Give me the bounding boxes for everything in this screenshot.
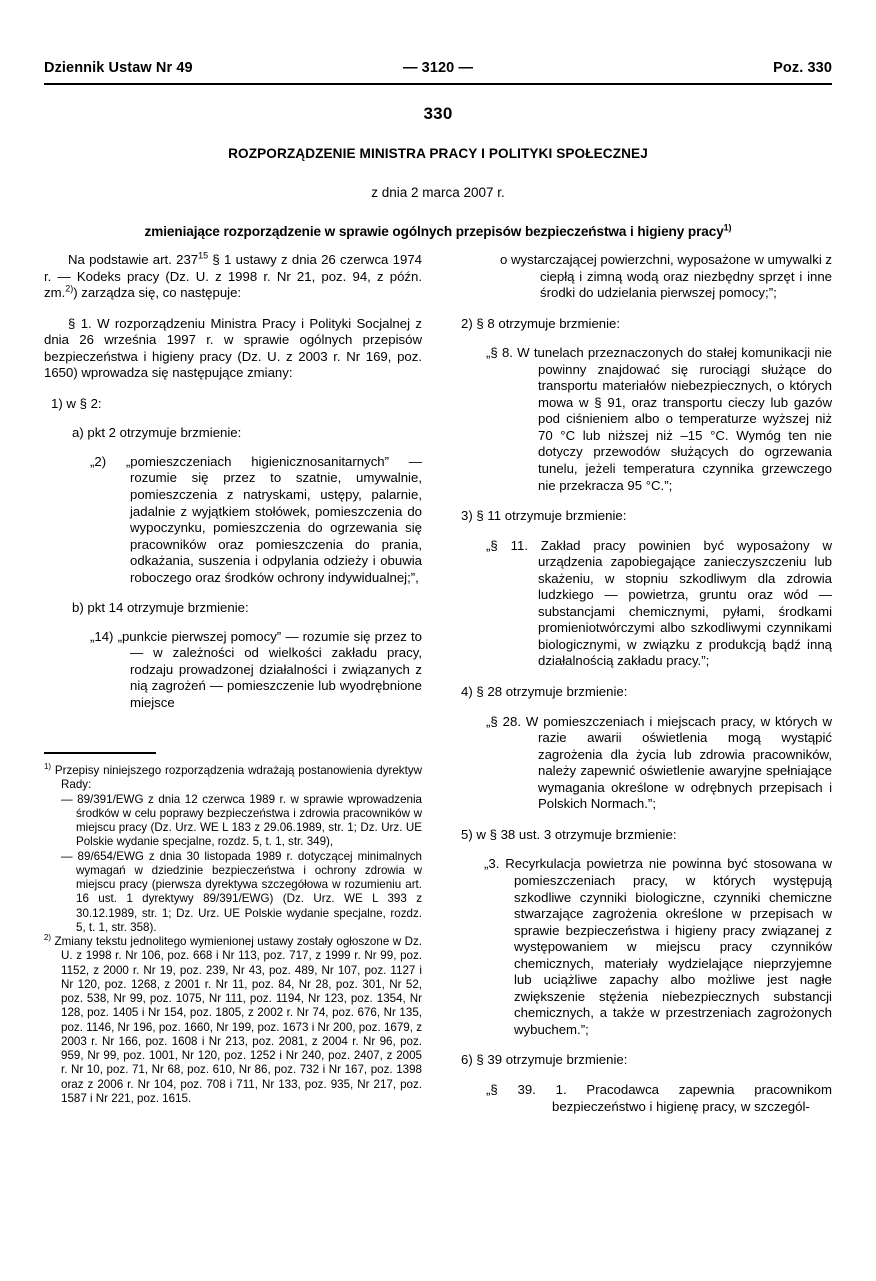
footnote-1-intro: Przepisy niniejszego rozporządzenia wdrażają postanowienia dyrektyw Rady: xyxy=(54,764,422,792)
list-item-3: 3) § 11 otrzymuje brzmienie: xyxy=(461,508,627,524)
footnote-1-directive-89-654: — 89/654/EWG z dnia 30 listopada 1989 r. dotyczącej minimalnych wymagań w dziedzinie bezpieczeństwa i ochrony zdrowia w miejscu pracy (pierwsza dyrektywa szczegółowa w rozumieniu art. 16 ust. 1 dyrektywy 89/391/EWG) (Dz. Urz. WE L 393 z 30.12.1989, str. 1; Dz. Urz. UE Polskie wydanie specjalne, rozdz. 5, t. 1, str. 358). xyxy=(61,849,422,934)
running-head xyxy=(44,60,832,76)
quote-section-11: „§ 11. Zakład pracy powinien być wyposażony w urządzenia zapobiegające zanieczyszczeniu lub skażeniu, w stopniu szkodliwym dla zdrowia ludzkiego — powietrza, gruntu oraz wód — substancjami chemicznymi, pyłami, środkami promieniotwórczymi albo szkodliwymi czynnikami biologicznymi, w związku z produkcją bądź inną działalnością zakładu pracy.”; xyxy=(486,537,832,669)
page-number-center: — 3120 — xyxy=(402,60,474,76)
document-type-heading: ROZPORZĄDZENIE MINISTRA PRACY I POLITYKI SPOŁECZNEJ xyxy=(228,146,648,161)
preamble-part-c: ) zarządza się, co następuje: xyxy=(73,285,242,301)
title-block xyxy=(44,104,832,239)
footnote-2 xyxy=(44,935,422,1106)
subject-footnote-marker: 1) xyxy=(723,222,732,233)
running-head-right: Poz. 330 xyxy=(773,60,832,76)
document-subject xyxy=(44,224,832,239)
footnote-block xyxy=(44,764,422,1106)
list-item-1b: b) pkt 14 otrzymuje brzmienie: xyxy=(72,600,249,616)
footnote-1-marker: 1) xyxy=(44,762,52,772)
position-number: 330 xyxy=(423,104,453,123)
document-subject-text: zmieniające rozporządzenie w sprawie ogólnych przepisów bezpieczeństwa i higieny pracy xyxy=(144,224,724,239)
preamble-part-a: Na podstawie art. 237 xyxy=(68,252,199,267)
list-item-4: 4) § 28 otrzymuje brzmienie: xyxy=(461,684,628,700)
body-column-left xyxy=(44,252,422,726)
preamble-legal-basis xyxy=(44,252,422,302)
quote-pkt-2: „2) „pomieszczeniach higienicznosanitarnych” — rozumie się przez to szatnie, umywalnie, pomieszczenia z natryskami, ustępy, palarnie, jadalnie z wyjątkiem stołówek, pomieszczenia do wypoczynku, pomieszczenia do ogrzewania się pracowników oraz pomieszczenia do prania, odkażania, suszenia i odpylania odzieży i obuwia roboczego oraz środków ochrony indywidualnej;”, xyxy=(90,453,422,585)
quote-section-38-ust-3: „3. Recyrkulacja powietrza nie powinna być stosowana w pomieszczeniach pracy, w których występują szkodliwe czynniki biologiczne, czynniki chemiczne stwarzające zagrożenia określone w przepisach w sprawie bezpieczeństwa i higieny pracy związanej z występowaniem w miejscu pracy czynników chemicznych, materiały wydzielające nieprzyjemne lub uciążliwe zapachy albo możliwe jest nagłe zwiększenie stężenia niebezpiecznych substancji chemicznych, a także w przestrzeniach zagrożonych wybuchem.”; xyxy=(484,856,832,1037)
footnote-divider xyxy=(44,752,156,754)
quote-section-39: „§ 39. 1. Pracodawca zapewnia pracownikom bezpieczeństwo i higienę pracy, w szczegól- xyxy=(486,1081,832,1114)
body-column-right xyxy=(454,252,832,1129)
list-item-1: 1) w § 2: xyxy=(51,395,102,411)
running-head-left: Dziennik Ustaw Nr 49 xyxy=(44,60,193,76)
document-date: z dnia 2 marca 2007 r. xyxy=(371,185,505,200)
list-item-1a: a) pkt 2 otrzymuje brzmienie: xyxy=(72,425,242,441)
quote-section-8: „§ 8. W tunelach przeznaczonych do stałej komunikacji nie powinny znajdować się rurociągi służące do transportu materiałów niebezpiecznych, o których mowa w § 91, oraz transportu cieczy lub gazów pod ciśnieniem albo o temperaturze wyższej niż 70 °C lub niższej niż –15 °C. Wymóg ten nie dotyczy przewodów służących do ogrzewania tunelu, jeżeli temperatura czynnika grzewczego nie przekracza 95 °C.”; xyxy=(486,345,832,493)
quote-section-28: „§ 28. W pomieszczeniach i miejscach pracy, w których w razie awarii oświetlenia mogą wystąpić zagrożenia dla życia lub zdrowia pracowników, należy zapewnić oświetlenie awaryjne spełniające wymagania określone w odrębnych przepisach i Polskich Normach.”; xyxy=(486,713,832,812)
footnote-1-directive-89-391: — 89/391/EWG z dnia 12 czerwca 1989 r. w sprawie wprowadzenia środków w celu poprawy bezpieczeństwa i zdrowia pracowników w miejscu pracy (Dz. Urz. WE L 183 z 29.06.1989, str. 1; Dz. Urz. UE Polskie wydanie specjalne, rozdz. 5, t. 1, str. 349), xyxy=(61,792,422,849)
preamble-part-b: § 1 ustawy z dnia 26 czerwca 1974 r. — Kodeks pracy (Dz. U. z 1998 r. Nr 21, poz. 94, z późn. zm. xyxy=(44,252,423,301)
footnote-2-text: Zmiany tekstu jednolitego wymienionej ustawy zostały ogłoszone w Dz. U. z 1998 r. Nr 106, poz. 668 i Nr 113, poz. 717, z 1999 r. Nr 99, poz. 1152, z 2000 r. Nr 19, poz. 239, Nr 43, poz. 489, Nr 107, poz. 1127 i Nr 120, poz. 1268, z 2001 r. Nr 11, poz. 84, Nr 28, poz. 301, Nr 52, poz. 538, Nr 99, poz. 1075, Nr 111, poz. 1194, Nr 123, poz. 1354, Nr 128, poz. 1405 i Nr 154, poz. 1805, z 2002 r. Nr 74, poz. 676, Nr 135, poz. 1146, Nr 196, poz. 1660, Nr 199, poz. 1673 i Nr 200, poz. 1679, z 2003 r. Nr 166, poz. 1608 i Nr 213, poz. 2081, z 2004 r. Nr 96, poz. 959, Nr 99, poz. 1001, Nr 120, poz. 1252 i Nr 240, poz. 2407, z 2005 r. Nr 10, poz. 71, Nr 68, poz. 610, Nr 86, poz. 732 i Nr 167, poz. 1398 oraz z 2006 r. Nr 104, poz. 708 i 711, Nr 133, poz. 935, Nr 217, poz. 1587 i Nr 221, poz. 1615. xyxy=(54,935,422,1105)
footnote-1 xyxy=(44,764,422,793)
footnote-2-marker: 2) xyxy=(44,933,52,943)
quote-pkt-14-continued: o wystarczającej powierzchni, wyposażone w umywalki z ciepłą i zimną wodą oraz niezbędny sprzęt i inne środki do udzielania pierwszej pomocy;”; xyxy=(500,252,833,301)
list-item-5: 5) w § 38 ust. 3 otrzymuje brzmienie: xyxy=(461,826,677,842)
list-item-6: 6) § 39 otrzymuje brzmienie: xyxy=(461,1052,628,1068)
header-divider xyxy=(44,83,832,85)
preamble-footnote-marker: 2) xyxy=(65,283,74,294)
quote-pkt-14: „14) „punkcie pierwszej pomocy” — rozumie się przez to — w zależności od wielkości zakładu pracy, rodzaju prowadzonej działalności i związanych z nią zagrożeń — pomieszczenie lub wyodrębnione miejsce xyxy=(90,628,422,711)
paragraph-1-intro: § 1. W rozporządzeniu Ministra Pracy i Polityki Socjalnej z dnia 26 września 1997 r. w sprawie ogólnych przepisów bezpieczeństwa i higieny pracy (Dz. U. z 2003 r. Nr 169, poz. 1650) wprowadza się następujące zmiany: xyxy=(44,315,422,381)
article-superscript: 15 xyxy=(198,250,209,261)
list-item-2: 2) § 8 otrzymuje brzmienie: xyxy=(461,315,621,331)
